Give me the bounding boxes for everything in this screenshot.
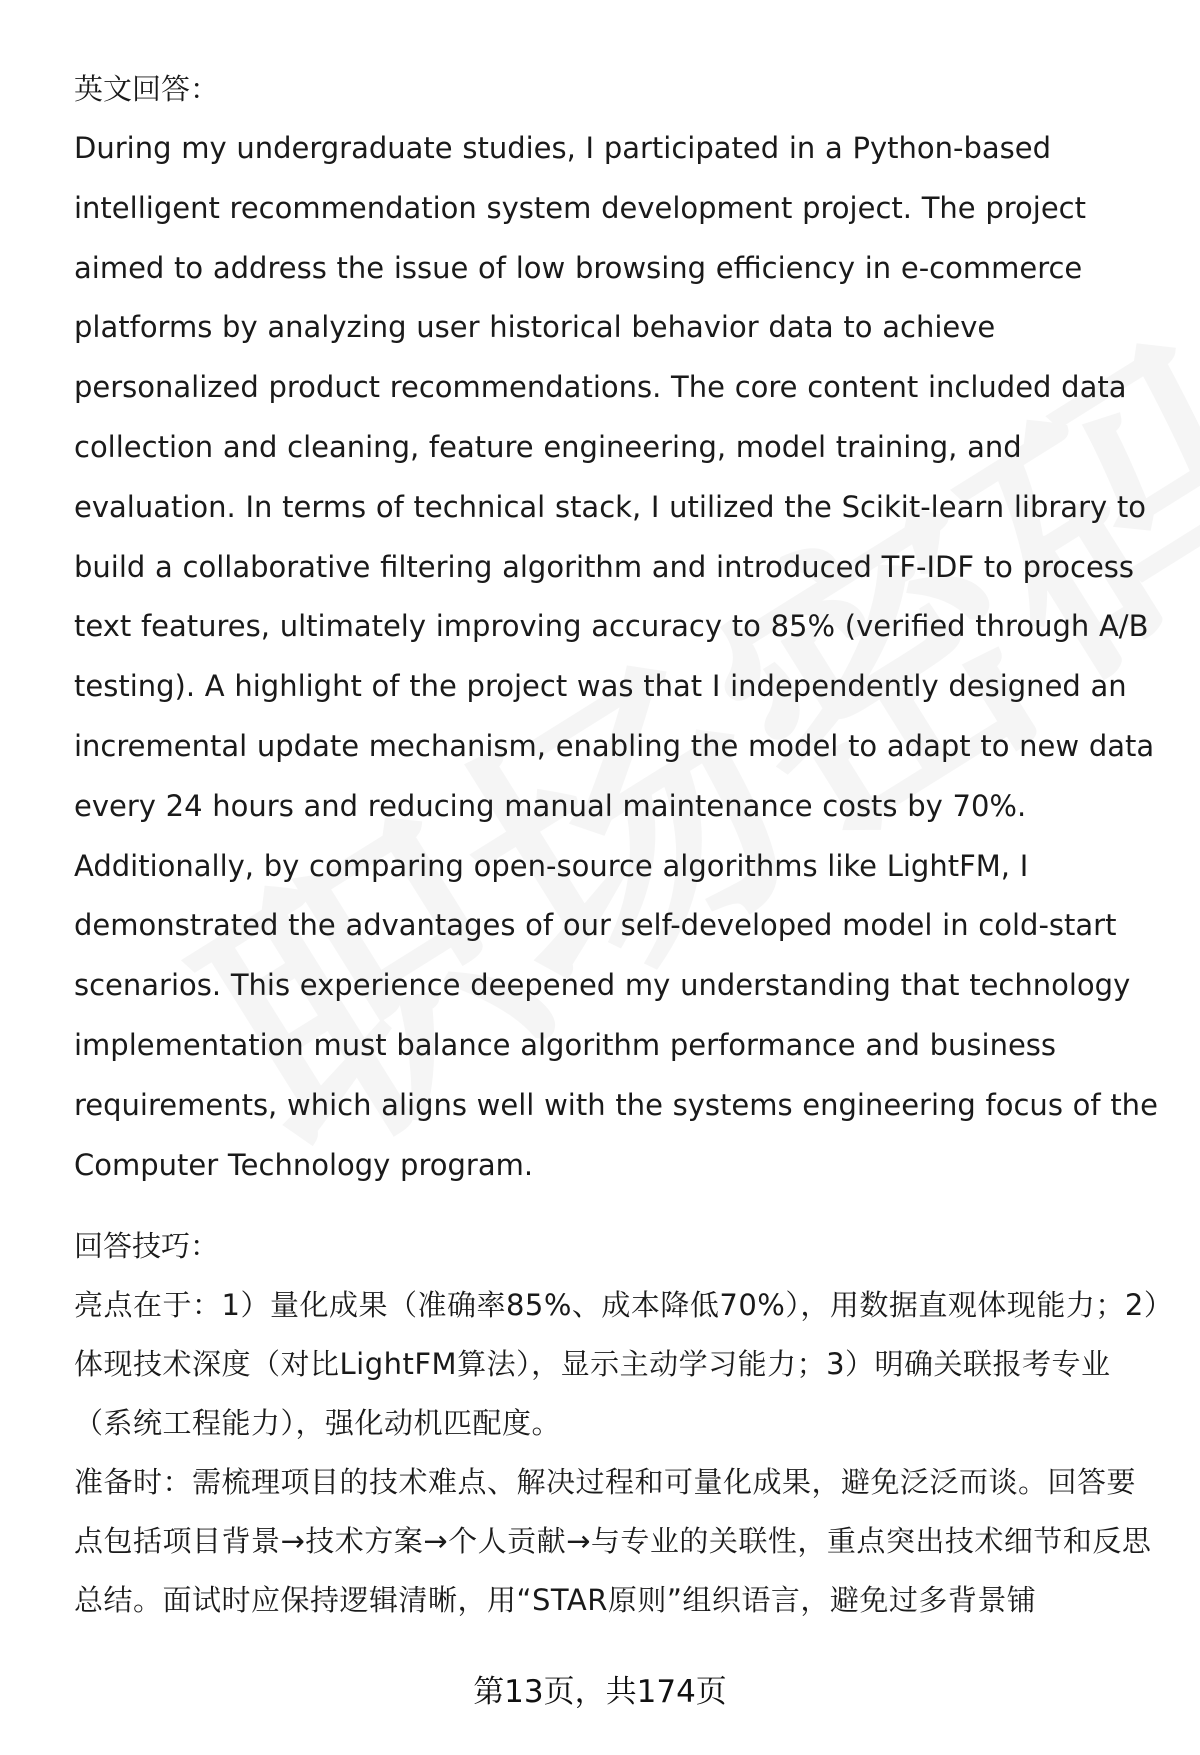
tips-highlights: 亮点在于：1）量化成果（准确率85%、成本降低70%），用数据直观体现能力；2）体现技术深度（对比LightFM算法），显示主动学习能力；3）明确关联报考专业（系统工程能力），强化动机匹配度。	[74, 1288, 1159, 1441]
tips-preparation: 准备时：需梳理项目的技术难点、解决过程和可量化成果，避免泛泛而谈。回答要点包括项目背景→技术方案→个人贡献→与专业的关联性，重点突出技术细节和反思总结。面试时应保持逻辑清晰，用“STAR原则”组织语言，避免过多背景铺	[74, 1465, 1152, 1618]
document-page	[74, 60, 1164, 1630]
page-number: 第13页，共174页	[473, 1674, 727, 1710]
section-gap	[74, 1195, 1164, 1217]
english-answer-heading: 英文回答：	[74, 72, 220, 106]
english-answer-body: During my undergraduate studies, I participated in a Python-based intelligent recommendation system development project. The project aimed to address the issue of low browsing efficiency in e-commerce platforms by analyzing user historical behavior data to achieve personalized product recommendations. The core content included data collection and cleaning, feature engineering, model training, and evaluation. In terms of technical stack, I utilized the Scikit-learn library to build a collaborative filtering algorithm and introduced TF-IDF to process text features, ultimately improving accuracy to 85% (verified through A/B testing). A highlight of the project was that I independently designed an incremental update mechanism, enabling the model to adapt to new data every 24 hours and reducing manual maintenance costs by 70%. Additionally, by comparing open-source algorithms like LightFM, I demonstrated the advantages of our self-developed model in cold-start scenarios. This experience deepened my understanding that technology implementation must balance algorithm performance and business requirements, which aligns well with the systems engineering focus of the Computer Technology program.	[74, 131, 1158, 1182]
tips-heading: 回答技巧：	[74, 1229, 220, 1264]
